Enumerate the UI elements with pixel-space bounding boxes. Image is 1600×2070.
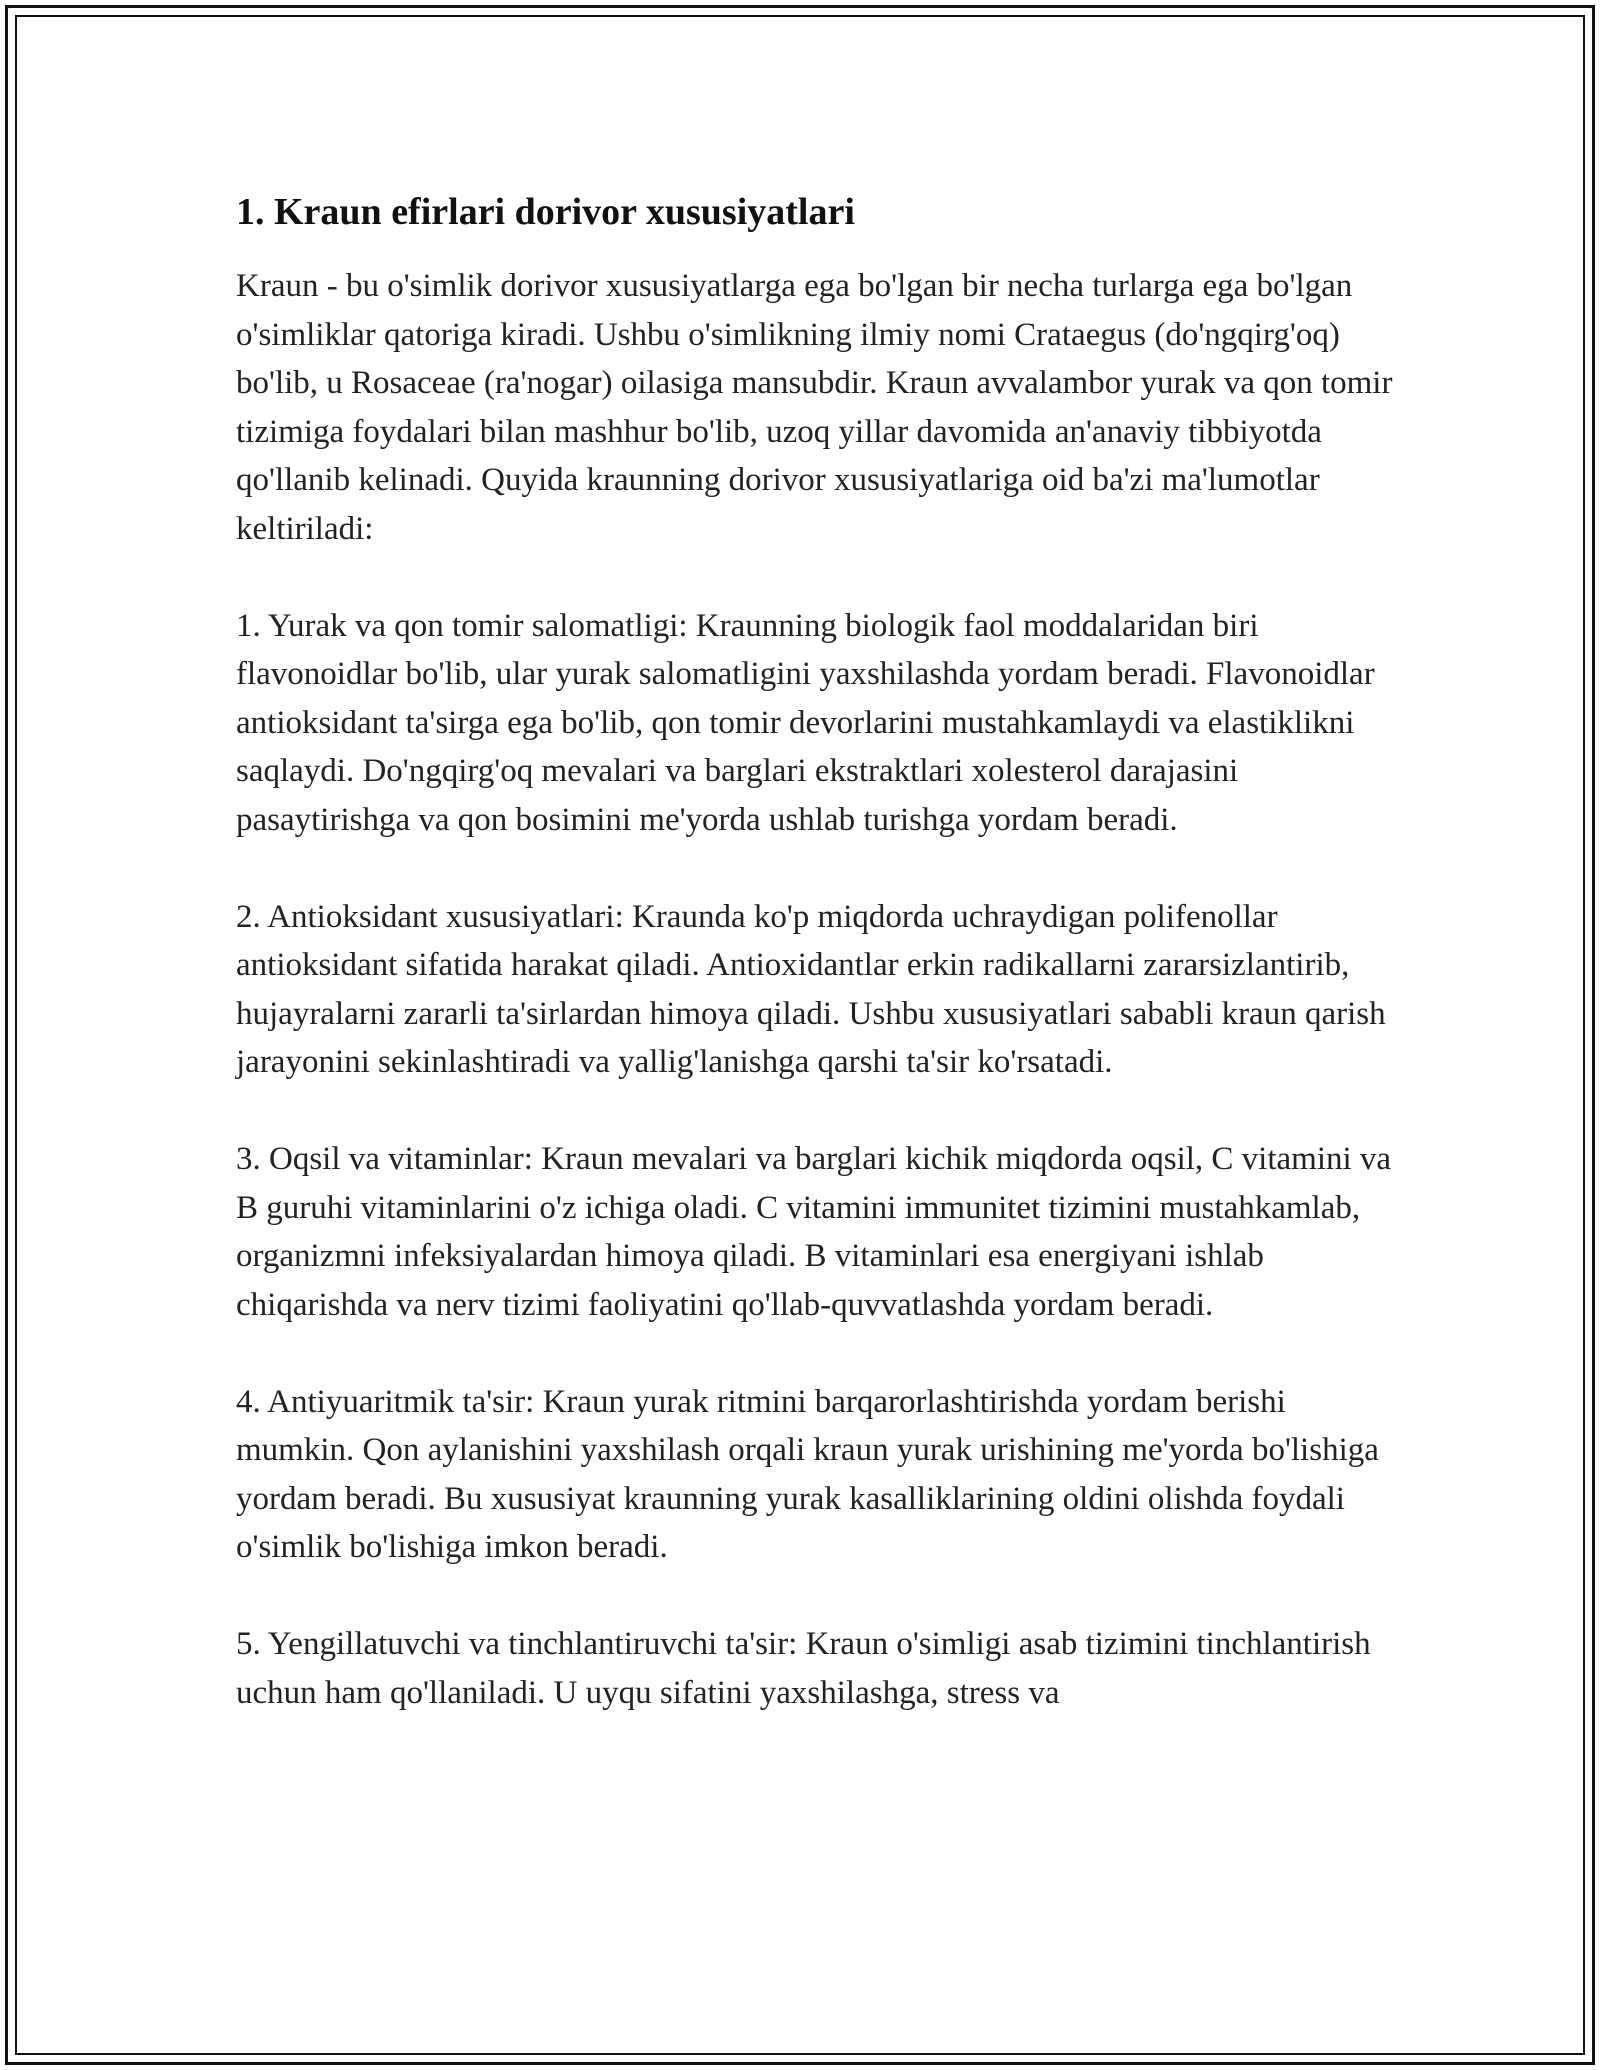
paragraph-protein-vitamins: 3. Oqsil va vitaminlar: Kraun mevalari va barglari kichik miqdorda oqsil, C vitamini va B guruhi vitaminlarini o'z ichiga oladi. C vitamini immunitet tizimini mustahkamlab, organizmni infeksiyalardan himoya qiladi. B vitaminlari esa energiyani ishlab chiqarishda va nerv tizimi faoliyatini qo'llab-quvvatlashda yordam beradi.: [236, 1141, 1392, 1323]
document-body: [236, 184, 1406, 1766]
paragraph-antioxidant: 2. Antioksidant xususiyatlari: Kraunda ko'p miqdorda uchraydigan polifenollar antioksidant sifatida harakat qiladi. Antioxidantlar erkin radikallarni zararsizlantirib, hujayralarni zararli ta'sirlardan himoya qiladi. Ushbu xususiyatlari sababli kraun qarish jarayonini sekinlashtiradi va yallig'lanishga qarshi ta'sir ko'rsatadi.: [236, 898, 1386, 1080]
paragraph-calming: 5. Yengillatuvchi va tinchlantiruvchi ta'sir: Kraun o'simligi asab tizimini tinchlantirish uchun ham qo'llaniladi. U uyqu sifatini yaxshilashga, stress va: [236, 1626, 1371, 1711]
paragraph-heart-health: 1. Yurak va qon tomir salomatligi: Kraunning biologik faol moddalaridan biri flavonoidlar bo'lib, ular yurak salomatligini yaxshilashda yordam beradi. Flavonoidlar antioksidant ta'sirga ega bo'lib, qon tomir devorlarini mustahkamlaydi va elastiklikni saqlaydi. Do'ngqirg'oq mevalari va barglari ekstraktlari xolesterol darajasini pasaytirishga va qon bosimini me'yorda ushlab turishga yordam beradi.: [236, 607, 1375, 838]
paragraph-intro: Kraun - bu o'simlik dorivor xususiyatlarga ega bo'lgan bir necha turlarga ega bo'lgan o'simliklar qatoriga kiradi. Ushbu o'simlikning ilmiy nomi Crataegus (do'ngqirg'oq) bo'lib, u Rosaceae (ra'nogar) oilasiga mansubdir. Kraun avvalambor yurak va qon tomir tizimiga foydalari bilan mashhur bo'lib, uzoq yillar davomida an'anaviy tibbiyotda qo'llanib kelinadi. Quyida kraunning dorivor xususiyatlariga oid ba'zi ma'lumotlar keltiriladi:: [236, 268, 1393, 547]
paragraph-antiarrhythmic: 4. Antiyuaritmik ta'sir: Kraun yurak ritmini barqarorlashtirishda yordam berishi mumkin. Qon aylanishini yaxshilash orqali kraun yurak urishining me'yorda bo'lishiga yordam beradi. Bu xususiyat kraunning yurak kasalliklarining oldini olishda foydali o'simlik bo'lishiga imkon beradi.: [236, 1383, 1379, 1565]
document-title: 1. Kraun efirlari dorivor xususiyatlari: [236, 191, 855, 233]
